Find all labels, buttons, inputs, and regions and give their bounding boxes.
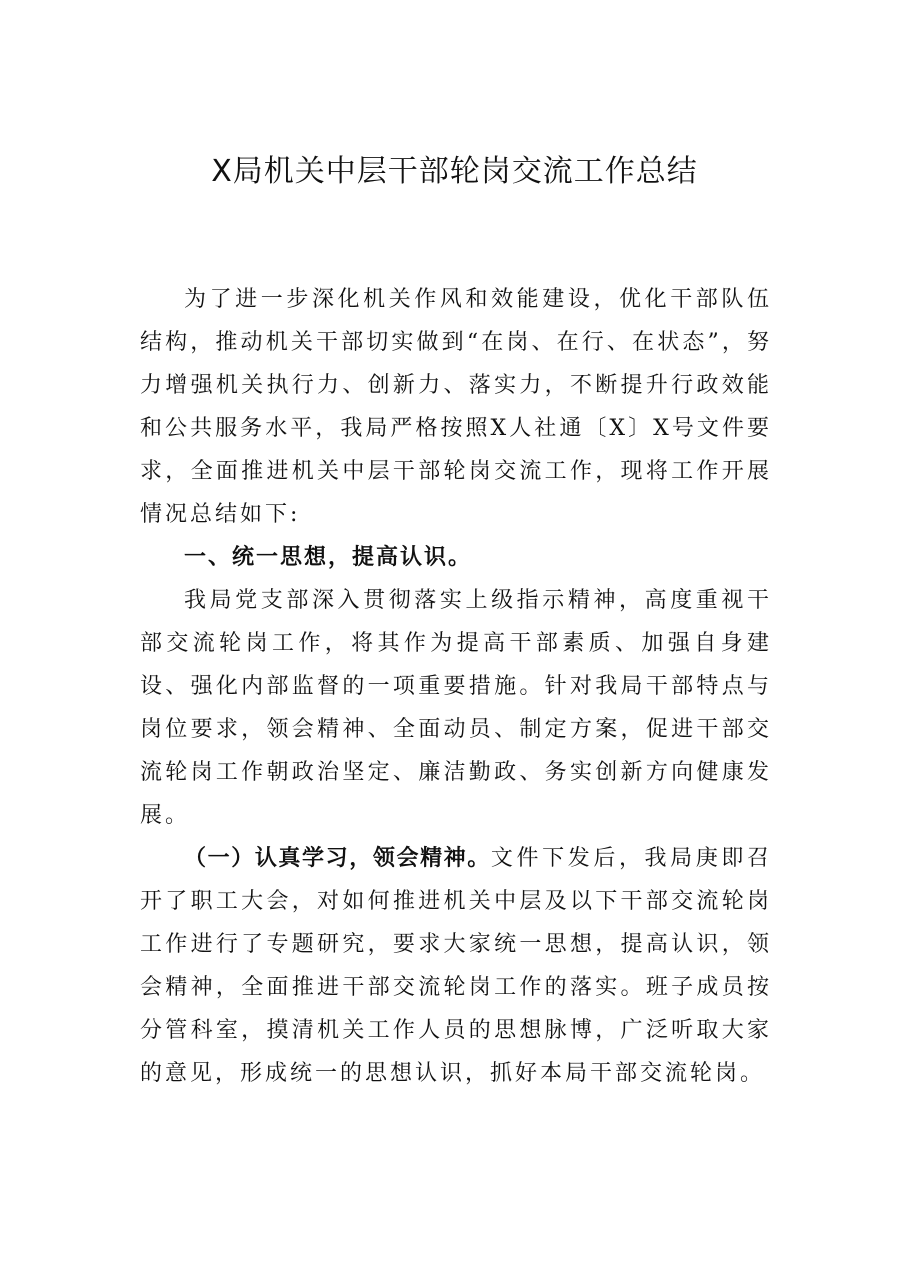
- document-body: [140, 278, 772, 1095]
- section-1-paragraph: 我局党支部深入贯彻落实上级指示精神，高度重视干部交流轮岗工作，将其作为提高干部素质、加强自身建设、强化内部监督的一项重要措施。针对我局干部特点与岗位要求，领会精神、全面动员、制定方案，促进干部交流轮岗工作朝政治坚定、廉洁勤政、务实创新方向健康发展。: [140, 588, 772, 828]
- intro-paragraph: 为了进一步深化机关作风和效能建设，优化干部队伍结构，推动机关干部切实做到“在岗、在行、在状态”，努力增强机关执行力、创新力、落实力，不断提升行政效能和公共服务水平，我局严格按照X人社通〔X〕X号文件要求，全面推进机关中层干部轮岗交流工作，现将工作开展情况总结如下:: [140, 287, 772, 527]
- subsection-1-paragraph: [140, 837, 772, 1095]
- document-title: X局机关中层干部轮岗交流工作总结: [211, 154, 698, 189]
- subsection-1-lead: （一）认真学习，领会精神。: [184, 846, 491, 871]
- section-heading-1: 一、统一思想，提高认识。: [184, 545, 473, 570]
- subsection-1-text: 文件下发后，我局庚即召开了职工大会，对如何推进机关中层及以下干部交流轮岗工作进行了专题研究，要求大家统一思想，提高认识，领会精神，全面推进干部交流轮岗工作的落实。班子成员按分管科室，摸清机关工作人员的思想脉博，广泛听取大家的意见，形成统一的思想认识，抓好本局干部交流轮岗。: [140, 846, 772, 1086]
